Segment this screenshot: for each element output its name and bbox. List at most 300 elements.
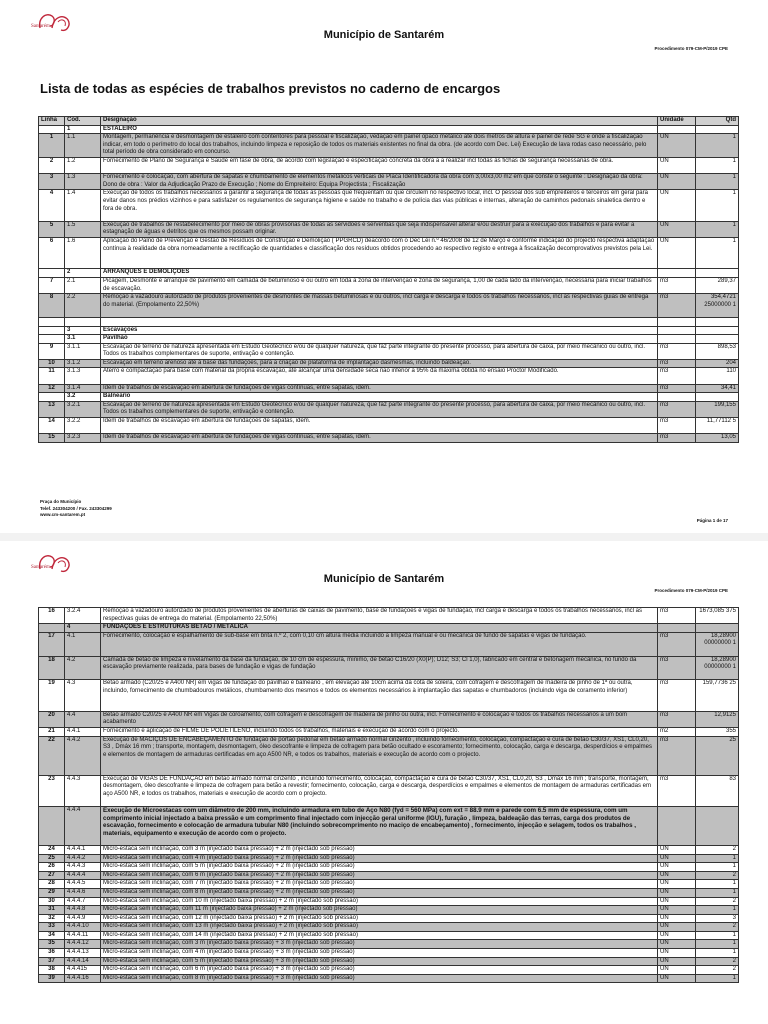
row-code [65, 317, 101, 326]
row-number [39, 806, 65, 845]
table-row [39, 434, 739, 443]
row-unit: m3 [658, 359, 696, 368]
works-table-page-2 [38, 607, 739, 983]
row-unit: m3 [658, 608, 696, 624]
row-code: 4.4.4.12 [65, 940, 101, 949]
row-description: Micro-estaca sem inclinação, com 12 m (injectado baixa pressão) + 2 m (injectado sob pressão) [101, 914, 658, 923]
row-description: Camada de betão de limpeza e nivelamento da base da fundação, de 10 cm de espessura, mínimo, de betão C16/20 (X0(P); D12; S3; Cl 1,0), fabricado em central e betonagem mecânica, no fundo da escavação previamente realizada, para bases de fundação e vigas de fundação [101, 656, 658, 680]
table-row [39, 221, 739, 237]
row-quantity [696, 317, 739, 326]
row-description: Escavação em terreno arenoso até à base das fundações, para a criação de plataforma de implantação dasmesmas, incluindo baldeação. [101, 359, 658, 368]
row-quantity: 1 [696, 237, 739, 268]
table-row [39, 401, 739, 417]
table-row [39, 237, 739, 268]
row-quantity: 1 [696, 949, 739, 958]
row-number: 30 [39, 897, 65, 906]
table-row [39, 727, 739, 736]
row-code: 4.4.4.2 [65, 854, 101, 863]
row-unit: UN [658, 949, 696, 958]
row-number: 16 [39, 608, 65, 624]
table-row [39, 624, 739, 633]
row-number: 4 [39, 190, 65, 221]
row-code: 1 [65, 125, 101, 134]
row-code: 3.1.4 [65, 384, 101, 393]
header-linha: Linha [39, 117, 65, 126]
footer-address [40, 499, 112, 519]
table-row [39, 335, 739, 344]
row-number: 7 [39, 277, 65, 293]
row-number: 8 [39, 294, 65, 318]
row-code: 1.2 [65, 157, 101, 173]
row-unit: m3 [658, 775, 696, 806]
table-row [39, 897, 739, 906]
row-unit: UN [658, 914, 696, 923]
row-number: 18 [39, 656, 65, 680]
row-number: 33 [39, 923, 65, 932]
table-row [39, 326, 739, 335]
table-row [39, 632, 739, 656]
row-code: 4.4.415 [65, 966, 101, 975]
row-code: 4.4.4.1 [65, 845, 101, 854]
row-quantity: 1 [696, 134, 739, 158]
row-code: 2.1 [65, 277, 101, 293]
row-unit: UN [658, 957, 696, 966]
row-number [39, 326, 65, 335]
row-description: Escavações [101, 326, 658, 335]
table-row [39, 845, 739, 854]
table-row [39, 393, 739, 402]
row-code: 3.1 [65, 335, 101, 344]
table-row [39, 418, 739, 434]
row-quantity: 159,7736 25 [696, 680, 739, 711]
row-unit: UN [658, 854, 696, 863]
row-description: Fornecimento de Plano de Segurança e Saúde em fase de obra, de acordo com legislação e especificação concreta da obra a a realizar incl todas as fichas de segurança necessárias de obra. [101, 157, 658, 173]
table-row [39, 125, 739, 134]
table-row [39, 359, 739, 368]
table-row [39, 974, 739, 983]
row-code: 4.4.4.14 [65, 957, 101, 966]
row-unit: UN [658, 940, 696, 949]
table-row [39, 174, 739, 190]
row-unit: m3 [658, 434, 696, 443]
row-quantity: 289,37 [696, 277, 739, 293]
row-code: 3.2.2 [65, 418, 101, 434]
row-number: 38 [39, 966, 65, 975]
row-unit [658, 269, 696, 278]
table-row [39, 880, 739, 889]
row-number: 19 [39, 680, 65, 711]
row-number: 22 [39, 736, 65, 775]
row-quantity: 1 [696, 157, 739, 173]
row-number: 6 [39, 237, 65, 268]
row-description: Execução de Microestacas com um diâmetro de 200 mm, incluindo armadura em tubo de Aço N80 (fyd = 560 MPa) com ext = 88.9 mm e parede com 6.5 mm de espessura, com um comprimento inicial injectado a baixa pressão e um comprimento final injectado com injecção geral uniforme (IGU), furação , limpeza, baldeação das terras, carga dos produtos de escavação, fornecimento e colocação de armadura tubular N80 (incluindo sobrecomprimento no maciço de encabeçamento) , fornecimento, injecção e selagem, todos os trabalhos , materiais, equipamento e execução de acordo com o projecto. [101, 806, 658, 845]
row-unit: m3 [658, 656, 696, 680]
row-number: 32 [39, 914, 65, 923]
row-number: 27 [39, 871, 65, 880]
row-number: 28 [39, 880, 65, 889]
row-code: 4.4.4.10 [65, 923, 101, 932]
row-number: 14 [39, 418, 65, 434]
row-code: 4.4.4 [65, 806, 101, 845]
row-quantity: 1 [696, 854, 739, 863]
row-quantity: 1 [696, 880, 739, 889]
row-quantity: 1 [696, 931, 739, 940]
row-description: Micro-estaca sem inclinação, com 8 m (injectado baixa pressão) + 2 m (injectado sob pressão) [101, 888, 658, 897]
row-number: 25 [39, 854, 65, 863]
row-quantity [696, 326, 739, 335]
row-number: 2 [39, 157, 65, 173]
footer-line-2: Telef. 243304200 / Fax. 243304299 [40, 505, 112, 511]
table-row [39, 966, 739, 975]
table-row [39, 914, 739, 923]
row-code: 4.4.1 [65, 727, 101, 736]
table-row [39, 949, 739, 958]
table-row [39, 863, 739, 872]
header-designacao: Designação [101, 117, 658, 126]
row-quantity: 25 [696, 736, 739, 775]
table-row [39, 317, 739, 326]
row-code: 4.2 [65, 656, 101, 680]
table-row [39, 736, 739, 775]
row-number: 23 [39, 775, 65, 806]
row-quantity: 1 [696, 974, 739, 983]
works-table-page-1 [38, 116, 739, 443]
row-unit: UN [658, 174, 696, 190]
row-quantity: 1 [696, 174, 739, 190]
row-code: 4.1 [65, 632, 101, 656]
document-title: Lista de todas as espécies de trabalhos previstos no caderno de encargos [40, 81, 501, 96]
row-description: Betão armado C20/25 e A400 NR em Vigas de coroamento, com cofragem e descofragem de madeira de pinho ou outra, incl. Fornecimento e colocação e todos os trabalhos necessários a um bom acabamento [101, 711, 658, 727]
table-row [39, 775, 739, 806]
row-description: Micro-estaca sem inclinação, com 13 m (injectado baixa pressão) + 2 m (injectado sob pressão) [101, 923, 658, 932]
row-quantity: 2 [696, 845, 739, 854]
row-description: Idem de trabalhos de escavação em abertura de fundações de vigas contínuas, entre sapatas, idem. [101, 384, 658, 393]
document-page-2 [0, 541, 768, 1024]
row-number [39, 393, 65, 402]
table-row [39, 157, 739, 173]
row-unit: m3 [658, 401, 696, 417]
row-quantity: 199,155 [696, 401, 739, 417]
row-code: 1.4 [65, 190, 101, 221]
row-number: 15 [39, 434, 65, 443]
table-row [39, 656, 739, 680]
row-description: Escavação de terreno de natureza apresentada em Estudo Geotécnico e/ou de qualquer natureza, que faz parte integrante do presente processo, para abertura de caixa, por meio mecânico ou outro, incl. Todos os trabalhos complementares de suporte, entivação e contenção. [101, 343, 658, 359]
row-quantity: 11,77112 5 [696, 418, 739, 434]
row-number: 29 [39, 888, 65, 897]
row-number [39, 125, 65, 134]
row-quantity: 898,53 [696, 343, 739, 359]
table-row [39, 294, 739, 318]
row-description: Escavação de terreno de natureza apresentada em Estudo Geotécnico e/ou de qualquer natureza, que faz parte integrante do presente processo, para abertura de caixa, por meio mecânico ou outro, incl. Todos os trabalhos complementares de suporte, entivação e contenção. [101, 401, 658, 417]
table-row [39, 906, 739, 915]
row-unit [658, 335, 696, 344]
row-unit [658, 806, 696, 845]
table-row [39, 384, 739, 393]
row-quantity [696, 335, 739, 344]
row-number: 5 [39, 221, 65, 237]
row-code: 2 [65, 269, 101, 278]
row-number: 13 [39, 401, 65, 417]
row-code: 4.4.4.11 [65, 931, 101, 940]
table-row [39, 343, 739, 359]
row-description: Micro-estaca sem inclinação, com 7 m (injectado baixa pressão) + 2 m (injectado sob pressão) [101, 880, 658, 889]
row-unit: UN [658, 931, 696, 940]
row-number [39, 317, 65, 326]
row-description: Micro-estaca sem inclinação, com 4 m (injectado baixa pressão) + 2 m (injectado sob pressão) [101, 854, 658, 863]
procedure-number: Procedimento 079-CM-P/2019 CPE [654, 588, 728, 593]
row-quantity: 354,4721 25000000 1 [696, 294, 739, 318]
row-description: Micro-estaca sem inclinação, com 6 m (injectado baixa pressão) + 2 m (injectado sob pressão) [101, 871, 658, 880]
table-row [39, 269, 739, 278]
row-quantity: 83 [696, 775, 739, 806]
row-code: 3.2.1 [65, 401, 101, 417]
table-row [39, 806, 739, 845]
row-code: 2.2 [65, 294, 101, 318]
header-unidade: Unidade [658, 117, 696, 126]
row-unit: UN [658, 888, 696, 897]
logo-caption: Santarém [31, 24, 50, 29]
row-description: FUNDAÇÕES E ESTRUTURAS BETÃO / METÁLICA [101, 624, 658, 633]
row-unit: m2 [658, 727, 696, 736]
row-code: 4.4.4.7 [65, 897, 101, 906]
row-code: 3.1.2 [65, 359, 101, 368]
row-unit: UN [658, 974, 696, 983]
row-number: 9 [39, 343, 65, 359]
row-description: Micro-estaca sem inclinação, com 8 m (injectado baixa pressão) + 3 m (injectado sob pressão) [101, 974, 658, 983]
row-unit: UN [658, 134, 696, 158]
row-quantity [696, 806, 739, 845]
row-quantity: 2 [696, 966, 739, 975]
table-row [39, 871, 739, 880]
row-number [39, 335, 65, 344]
row-description: Aplicação do Palno de Prevenção e Gestão de Resíduos de Construção e Demolição ( PPGRCD) deacordo com o Dec Lei n.º 46/2008 de 12 de Março e conforme indicação do projecto respectiva adaptação contínua à realidade da obra nomeadamente a rectificação de quantidades e classificação dos resíduos obtidos procedendo ao respectivo registo e entrega à fiscalização decomprovativos previstos pela Lei. [101, 237, 658, 268]
row-unit: m3 [658, 368, 696, 384]
row-description: Betão armado (C20/25 e A400 NR) em vigas de fundação do pavilhão e balneario , em elevação até 10cm acima da cota de soleira, com cofragem e descofragem de madeira de pinho de 1ª ou outra, incluindo, fornecimento de chumbadouros metálicos, chumbamento dos mesmos e todos os elementos necessários à implantação das sapatas e chumbadoros (incluindo viga de coramento inferior) [101, 680, 658, 711]
row-code: 4.4.4.3 [65, 863, 101, 872]
row-unit: UN [658, 157, 696, 173]
row-description: Montagem, permanência e desmontagem de estaleiro com contentores para pessoal e fiscalização, vedação em painel opaco metálico até dois metros de altura e painel de rede SG e onde a fiscalização indicar, em todo o perímetro do local dos trabalhos, incluindo limpeza e reposição de todos os materiais existentes no final da obra. (de acordo com Dec. Lei) Execução de lava rodas caso necessário, pelo total período de obra considerado em concurso. [101, 134, 658, 158]
row-description: Fornecimento, colocação e espalhamento de sub-base em brita n.º 2, com 0,10 cm altura média incluindo a limpeza manual e ou mecânica de fundo de sapatas e vigas de fundação. [101, 632, 658, 656]
table-row [39, 368, 739, 384]
row-quantity: 34,41 [696, 384, 739, 393]
row-description: Picagem, Desmonte e arranque de pavimento em camada de betuminoso e ou outro em toda a zona de intervenção e zona de segurança, 1,00 de cada lado da intervenção, necessária para iniciar trabalhos de escavação. [101, 277, 658, 293]
row-quantity: 18,28900 00000000 1 [696, 656, 739, 680]
row-unit: m3 [658, 343, 696, 359]
row-number: 35 [39, 940, 65, 949]
footer-line-1: Praça do Município [40, 499, 82, 504]
row-quantity: 3 [696, 914, 739, 923]
row-unit: UN [658, 966, 696, 975]
row-description: Fornecimento e colocação, com abertura de sapatas e chumbamento de elementos metálicos verticais de Placa Identificadora da obra com 3,00x3,00 m2 em que conste o seguinte : Designação da obra: Dono de obra : Valor da Adjudicação Prazo de Execução ; Nome do Empreiteiro: Equipa Projectista ; Fiscalização [101, 174, 658, 190]
row-number: 20 [39, 711, 65, 727]
row-number: 1 [39, 134, 65, 158]
row-number: 11 [39, 368, 65, 384]
row-code: 3.2.3 [65, 434, 101, 443]
row-description: Pavilhão [101, 335, 658, 344]
row-unit: m3 [658, 384, 696, 393]
table-row [39, 923, 739, 932]
row-code: 4.4.4.6 [65, 888, 101, 897]
row-code: 4.4.2 [65, 736, 101, 775]
row-quantity: 355 [696, 727, 739, 736]
row-code: 3 [65, 326, 101, 335]
header-cod: Cod. [65, 117, 101, 126]
row-unit: UN [658, 923, 696, 932]
row-code: 4.3 [65, 680, 101, 711]
logo-caption: Santarém [31, 565, 50, 570]
row-number: 37 [39, 957, 65, 966]
table-row [39, 608, 739, 624]
row-description: Aterro e compactação para base com material da própria escavação, até alcançar uma densidade seca não inferior a 95% da máxima obtida no ensaio Proctor Modificado. [101, 368, 658, 384]
row-code: 4.4.4.13 [65, 949, 101, 958]
row-quantity: 2 [696, 897, 739, 906]
row-code: 3.1.1 [65, 343, 101, 359]
row-unit: m3 [658, 680, 696, 711]
row-unit: m3 [658, 736, 696, 775]
table-row [39, 940, 739, 949]
row-quantity: 204 [696, 359, 739, 368]
row-unit: UN [658, 863, 696, 872]
row-code: 1.3 [65, 174, 101, 190]
row-number: 36 [39, 949, 65, 958]
row-code: 3.1.3 [65, 368, 101, 384]
table-row [39, 957, 739, 966]
row-number: 31 [39, 906, 65, 915]
row-quantity: 2 [696, 871, 739, 880]
row-description: Micro-estaca sem inclinação, com 5 m (injectado baixa pressão) + 3 m (injectado sob pressão) [101, 957, 658, 966]
row-code: 3.2 [65, 393, 101, 402]
table-row [39, 680, 739, 711]
row-number: 26 [39, 863, 65, 872]
municipality-title: Município de Santarém [323, 573, 445, 585]
row-description: Remoção a vazadouro autorizado de produtos provenientes de aberturas de caixas de pavimento, base de fundações e vigas de fundação, incl carga e descarga e todos os trabalhos necessários, incl as respectivas guias de entrega do material. (Empolamento 22,50%) [101, 608, 658, 624]
row-quantity: 2 [696, 923, 739, 932]
row-unit: UN [658, 897, 696, 906]
row-quantity: 1 [696, 221, 739, 237]
row-number [39, 624, 65, 633]
header-qtd: Qtd [696, 117, 739, 126]
row-unit: m3 [658, 294, 696, 318]
row-description [101, 317, 658, 326]
row-unit: m3 [658, 277, 696, 293]
page-number: Página 1 de 17 [696, 518, 728, 523]
row-code: 4.4 [65, 711, 101, 727]
row-number [39, 269, 65, 278]
row-number: 39 [39, 974, 65, 983]
row-number: 17 [39, 632, 65, 656]
row-unit [658, 125, 696, 134]
row-description: ESTALEIRO [101, 125, 658, 134]
row-description: Micro-estaca sem inclinação, com 5 m (injectado baixa pressão) + 2 m (injectado sob pressão) [101, 863, 658, 872]
row-quantity: 1673,085 375 [696, 608, 739, 624]
row-description: Micro-estaca sem inclinação, com 3 m (injectado baixa pressão) + 3 m (injectado sob pressão) [101, 940, 658, 949]
row-code: 4.4.4.5 [65, 880, 101, 889]
row-code: 4 [65, 624, 101, 633]
row-quantity: 1 [696, 190, 739, 221]
footer-line-3: www.cm-santarem.pt [40, 512, 86, 517]
table-row [39, 190, 739, 221]
row-unit: m3 [658, 418, 696, 434]
procedure-number: Procedimento 079-CM-P/2019 CPE [654, 46, 728, 51]
row-unit [658, 393, 696, 402]
row-number: 21 [39, 727, 65, 736]
row-unit: m3 [658, 711, 696, 727]
table-row [39, 277, 739, 293]
row-code: 1.6 [65, 237, 101, 268]
row-description: ARRANQUES E DEMOLIÇÕES [101, 269, 658, 278]
row-number: 34 [39, 931, 65, 940]
row-code: 3.2.4 [65, 608, 101, 624]
municipality-title: Município de Santarém [323, 29, 445, 41]
row-unit [658, 317, 696, 326]
row-unit: UN [658, 190, 696, 221]
row-description: Micro-estaca sem inclinação, com 3 m (injectado baixa pressão) + 2 m (injectado sob pressão) [101, 845, 658, 854]
row-code: 4.4.4.16 [65, 974, 101, 983]
row-unit [658, 326, 696, 335]
row-quantity: 2 [696, 957, 739, 966]
row-quantity: 18,28900 00000000 1 [696, 632, 739, 656]
row-quantity: 1 [696, 940, 739, 949]
row-code: 4.4.4.4 [65, 871, 101, 880]
row-unit: UN [658, 871, 696, 880]
table-row [39, 134, 739, 158]
row-unit: UN [658, 906, 696, 915]
row-unit: UN [658, 237, 696, 268]
row-description: Micro-estaca sem inclinação, com 4 m (injectado baixa pressão) + 3 m (injectado sob pressão) [101, 949, 658, 958]
row-description: Execução de todos os trabalhos necessários a garantir a segurança de todas as pessoas que frequentam ou que circulem no respectivo local, incl. O pessoal dos sub empreiteiros e terceiros em geral para evitar danos nos prédios vizinhos e para satisfazer os regulamentos de segurança higiene e saúde no trabalho e de polícia das vias públicas e internas, alteração de caminhos pedonais sinaletica dentro e fora de obra. [101, 190, 658, 221]
row-number: 3 [39, 174, 65, 190]
row-quantity: 110 [696, 368, 739, 384]
table-row [39, 854, 739, 863]
row-description: Remoção a vazadouro autorizado de produtos provenientes de desmontes de massas betuminosas e ou outros, incl carga e descarga e todos os trabalhos necessários, incl as respectivas guias de entrega do material. (Empolamento 22,50%) [101, 294, 658, 318]
row-description: Idem de trabalhos de escavação em abertura de fundações de sapatas, idem. [101, 418, 658, 434]
row-code: 4.4.4.8 [65, 906, 101, 915]
table-row [39, 931, 739, 940]
row-quantity [696, 393, 739, 402]
row-number: 24 [39, 845, 65, 854]
row-unit: UN [658, 845, 696, 854]
row-unit: UN [658, 880, 696, 889]
row-unit: m3 [658, 632, 696, 656]
row-quantity: 1 [696, 863, 739, 872]
row-code: 4.4.4.9 [65, 914, 101, 923]
row-quantity [696, 624, 739, 633]
row-quantity: 13,05 [696, 434, 739, 443]
row-description: Execução de trabalhos de restabelecimento por meio de obras provisórias de todas as servidões e serventias que seja indispensável alterar e/ou destruir para a execução dos trabalhos e para evitar a estagnação de águas e detritos que os mesmos possam originar. [101, 221, 658, 237]
table-row [39, 888, 739, 897]
row-code: 4.4.3 [65, 775, 101, 806]
row-quantity: 1 [696, 888, 739, 897]
row-code: 1.5 [65, 221, 101, 237]
row-unit [658, 624, 696, 633]
row-description: Fornecimento e aplicação de FILME DE POLIETILENO, incluindo todos os trabalhos, materiais e execução de acordo com o projecto. [101, 727, 658, 736]
row-description: Execução de VIGAS DE FUNDAÇÃO em betão armado normal cinzento , incluindo fornecimento, colocação, compactação e cura de betão C30/37, XS1, CL0,20, S3 , Dmáx 16 mm ; transporte, montagem, desmontagem, óleo descofrante e limpeza de cofragem para betão a revestir; fornecimento, colocação, carga e descarga, desperdícios e empalmes e elementos de montagem de armaduras certificadas em aço A500 NR, e todos os trabalhos, materiais e execução de acordo com o projecto. [101, 775, 658, 806]
row-quantity: 1 [696, 906, 739, 915]
row-description: Micro-estaca sem inclinação, com 10 m (injectado baixa pressão) + 2 m (injectado sob pressão) [101, 897, 658, 906]
row-description: Idem de trabalhos de escavação em abertura de fundações de vigas contínuas, entre sapatas, idem. [101, 434, 658, 443]
row-description: Micro-estaca sem inclinação, com 6 m (injectado baixa pressão) + 3 m (injectado sob pressão) [101, 966, 658, 975]
row-code: 1.1 [65, 134, 101, 158]
row-description: Balneario [101, 393, 658, 402]
row-quantity: 12,9125 [696, 711, 739, 727]
row-unit: UN [658, 221, 696, 237]
table-row [39, 711, 739, 727]
row-description: Execução de MACIÇOS DE ENCABEÇAMENTO de fundação de portão pedonal em betão armado normal cinzento , incluindo fornecimento, colocação, compactação e cura de betão C30/37, XS1, CL0,20, S3 , Dmáx 16 mm ; transporte, montagem, desmontagem, óleo descofrante e limpeza de cofragem para betão ocultado e escoramento; fornecimento, colocação, carga e descarga, desperdícios e empalmes e elementos de montagem de armaduras certificadas em aço A500 NR, e todos os trabalhos, materiais e execução de acordo com o projecto. [101, 736, 658, 775]
row-quantity [696, 125, 739, 134]
row-description: Micro-estaca sem inclinação, com 14 m (injectado baixa pressão) + 2 m (injectado sob pressão) [101, 931, 658, 940]
row-number: 10 [39, 359, 65, 368]
table-header-row [39, 117, 739, 126]
